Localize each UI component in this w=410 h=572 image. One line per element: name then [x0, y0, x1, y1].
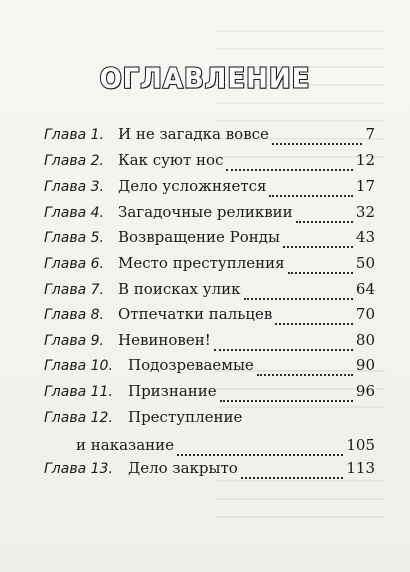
- dot-leader: [283, 230, 353, 248]
- dot-leader: [275, 307, 353, 325]
- page-number: 7: [365, 125, 375, 143]
- chapter-number: 2.: [90, 153, 104, 169]
- toc-entry[interactable]: [44, 228, 375, 247]
- page-number: 64: [355, 280, 375, 298]
- dot-leader: [220, 384, 353, 402]
- chapter-title: В поисках улик: [118, 280, 241, 298]
- page-number: 105: [346, 436, 375, 454]
- chapter-title: Подозреваемые: [128, 356, 254, 374]
- chapter-number: 13.: [90, 461, 113, 477]
- chapter-number: 10.: [90, 358, 113, 374]
- chapter-label: Глава 3.: [44, 179, 104, 195]
- dot-leader: [288, 256, 353, 274]
- page-number: 80: [355, 331, 375, 349]
- page-number: 50: [355, 254, 375, 272]
- dot-leader: [257, 358, 353, 376]
- toc-entry[interactable]: [44, 125, 375, 144]
- chapter-number: 4.: [90, 205, 104, 221]
- page-number: 12: [355, 151, 375, 169]
- toc-entry[interactable]: [44, 280, 375, 299]
- page-number: 90: [355, 356, 375, 374]
- chapter-label: Глава 9.: [44, 333, 104, 349]
- chapter-label: Глава 10.: [44, 358, 113, 374]
- page-number: 70: [355, 305, 375, 323]
- chapter-title: Дело усложняется: [118, 177, 267, 195]
- dot-leader: [241, 461, 344, 479]
- dot-leader: [177, 438, 343, 456]
- toc-entry[interactable]: [44, 254, 375, 273]
- chapter-number: 12.: [90, 410, 113, 426]
- toc-entry[interactable]: [44, 408, 375, 454]
- chapter-label: Глава 13.: [44, 461, 113, 477]
- chapter-number: 9.: [90, 333, 104, 349]
- chapter-title: Невиновен!: [118, 331, 211, 349]
- dot-leader: [272, 127, 363, 145]
- chapter-title: Дело закрыто: [128, 459, 238, 477]
- dot-leader: [244, 282, 353, 300]
- chapter-title: Возвращение Ронды: [118, 228, 280, 246]
- chapter-title: Загадочные реликвии: [118, 203, 293, 221]
- page-number: 43: [355, 228, 375, 246]
- chapter-label: Глава 1.: [44, 127, 104, 143]
- chapter-title: Признание: [128, 382, 217, 400]
- chapter-number: 8.: [90, 307, 104, 323]
- chapter-title-continued: и наказание: [76, 436, 175, 454]
- toc-entry[interactable]: [44, 459, 375, 478]
- chapter-title: И не загадка вовсе: [118, 125, 269, 143]
- chapter-label: Глава 12.: [44, 410, 113, 426]
- chapter-title: Отпечатки пальцев: [118, 305, 273, 323]
- chapter-number: 3.: [90, 179, 104, 195]
- page-number: 113: [346, 459, 375, 477]
- toc-entry[interactable]: [44, 177, 375, 196]
- chapter-title: Преступление: [128, 408, 243, 426]
- page-number: 96: [355, 382, 375, 400]
- toc-entry[interactable]: [44, 151, 375, 170]
- page-number: 32: [355, 203, 375, 221]
- page-number: 17: [355, 177, 375, 195]
- toc-entry[interactable]: [44, 203, 375, 222]
- chapter-label: Глава 5.: [44, 230, 104, 246]
- page-title: ОГЛАВЛЕНИЕ: [99, 63, 311, 95]
- chapter-title: Как суют нос: [118, 151, 224, 169]
- toc-entry[interactable]: [44, 305, 375, 324]
- toc-entry[interactable]: [44, 382, 375, 401]
- dot-leader: [296, 205, 353, 223]
- toc-entry[interactable]: [44, 331, 375, 350]
- chapter-number: 5.: [90, 230, 104, 246]
- chapter-label: Глава 8.: [44, 307, 104, 323]
- toc-entry[interactable]: [44, 356, 375, 375]
- dot-leader: [214, 333, 353, 351]
- dot-leader: [269, 179, 352, 197]
- chapter-number: 11.: [90, 384, 113, 400]
- dot-leader: [226, 153, 352, 171]
- chapter-label: Глава 2.: [44, 153, 104, 169]
- chapter-number: 7.: [90, 282, 104, 298]
- chapter-label: Глава 7.: [44, 282, 104, 298]
- chapter-label: Глава 6.: [44, 256, 104, 272]
- chapter-label: Глава 11.: [44, 384, 113, 400]
- chapter-number: 6.: [90, 256, 104, 272]
- chapter-number: 1.: [90, 127, 104, 143]
- chapter-title: Место преступления: [118, 254, 285, 272]
- chapter-label: Глава 4.: [44, 205, 104, 221]
